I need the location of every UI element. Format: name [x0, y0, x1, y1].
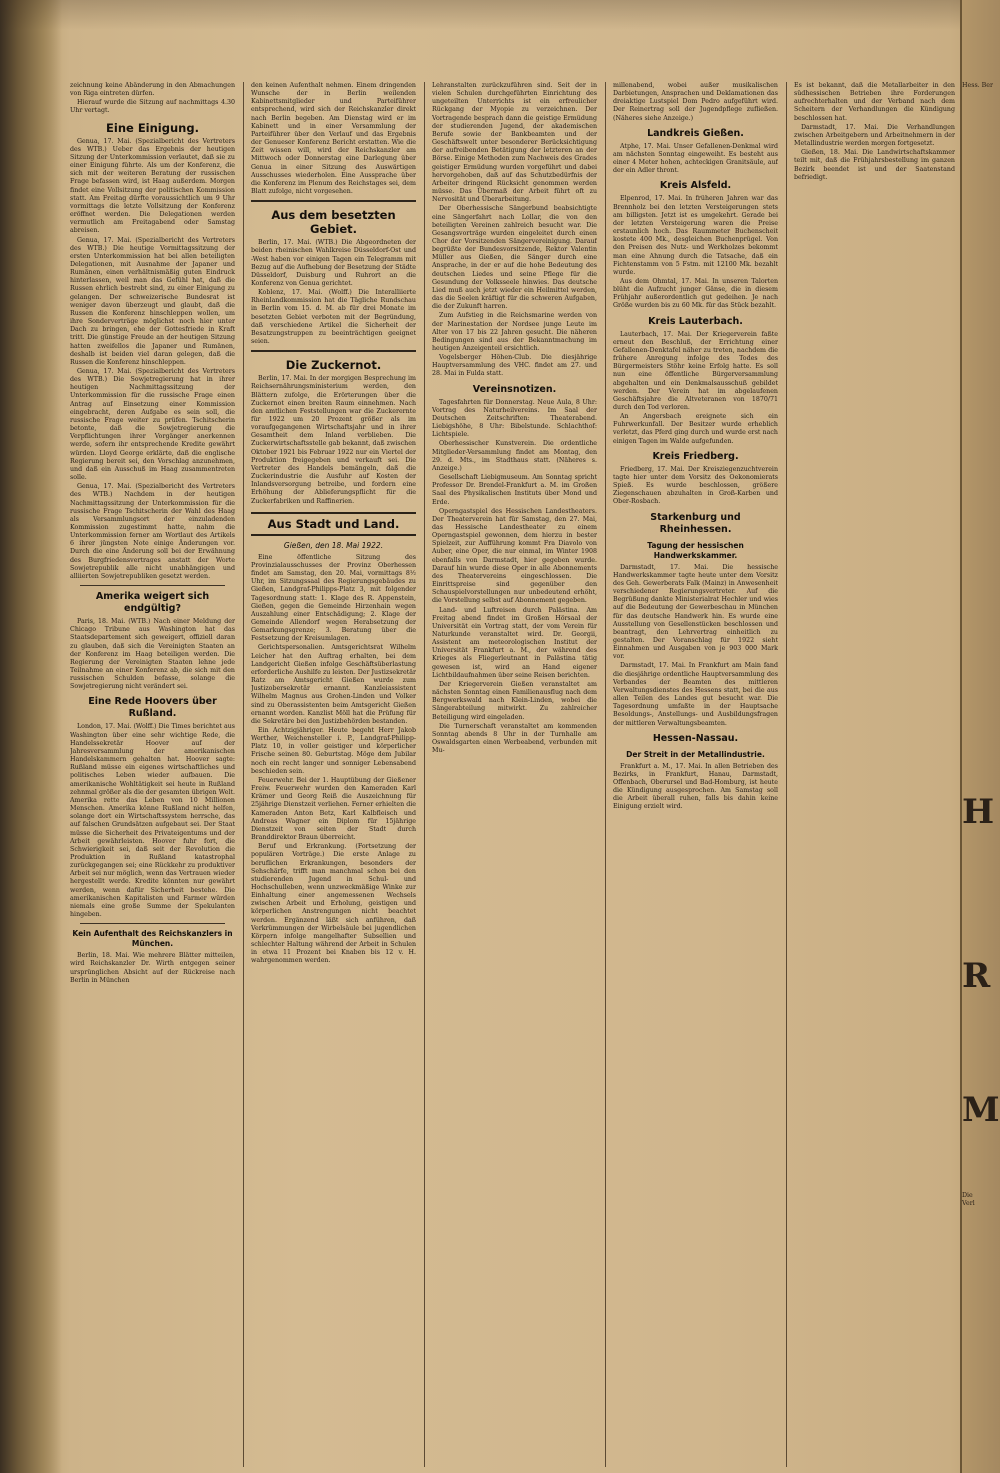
article-text: Gesellschaft Liebigmuseum. Am Sonntag spricht Professor Dr. Brendel-Frankfurt a. M. im Großen Saal des Physikalischen Instituts über Mond und Erde.: [432, 474, 597, 506]
article-text: Land- und Luftreisen durch Palästina. Am Freitag abend findet im Großen Hörsaal der Universität ein Vortrag statt, der vom Verein für Naturkunde veranstaltet wird. Dr. Georgii, Assistent am meteorologischen Institut der Universität Frankfurt a. M., der während des Krieges als Fliegerleutnant in Palästina tätig gewesen ist, wird an Hand eigener Lichtbildaufnahmen über seine Reisen berichten.: [432, 606, 597, 679]
article-text: Genua, 17. Mai. (Spezialbericht des Vertreters des WTB.) Die heutige Vormittagssitzung der ersten Unterkommission hat bei allen beteiligten Delegationen, mit Ausnahme der Japaner und Rumänen, einen verhältnismäßig guten Eindruck hinterlassen, weil man das Gefühl hat, daß die Russen ehrlich bestrebt sind, zu einer Einigung zu gelangen. Der schweizerische Bundesrat ist weniger davon überzeugt und glaubt, daß die Russen die Konferenz hinschleppen wollen, um ihre Sonderverträge möglichst noch hier unter Dach zu bringen, ehe der Gottesfriede in Kraft tritt. Die günstige Freude an der heutigen Sitzung hatten zweifellos die Japaner und Rumänen, deshalb ist beiden viel daran gelegen, daß die Russen die Konferenz hinschleppen.: [70, 236, 235, 366]
column-rule: [243, 82, 244, 1467]
headline: Landkreis Gießen.: [647, 127, 744, 139]
column-5: [794, 82, 955, 1467]
article-text: Aus dem Ohmtal, 17. Mai. In unseren Talorten blüht die Aufzucht junger Gänse, die in diesem Frühjahr außerordentlich gut gedeihen. Je nach Größe wurden bis zu 60 Mk. für das Stück bezahlt.: [613, 277, 778, 310]
subheadline: Tagung der hessischen Handwerkskammer.: [647, 540, 744, 560]
headline: Kreis Alsfeld.: [659, 180, 732, 192]
article-text: Genua, 17. Mai. (Spezialbericht des Vertreters des WTB.) Ueber das Ergebnis der heutigen Sitzung der Unterkommission verlautet, daß sie zu einer Einigung führte. Als um der Konferenz, die sich mit der weiteren Beratung der russischen Frage befassen wird, ist Haag außerdem. Morgen findet eine Vollsitzung der politischen Kommission statt. Am Freitag dürfte voraussichtlich um 9 Uhr vormittags die letzte Vollsitzung der Konferenz eröffnet werden. Die Delegationen werden vermutlich am Freitagabend oder Samstag abreisen.: [70, 137, 235, 235]
article-text: Darmstadt, 17. Mai. Die Verhandlungen zwischen Arbeitgebern und Arbeitnehmern in der Metallindustrie werden morgen fortgesetzt.: [794, 123, 955, 148]
article-text: Atphe, 17. Mai. Unser Gefallenen-Denkmal wird am nächsten Sonntag eingeweiht. Es besteht aus einer 4 Meter hohen, achteckigen Granitsäule, auf der ein Adler thront.: [613, 142, 778, 175]
article-text: Der Kriegerverein Gießen veranstaltet am nächsten Sonntag einen Familienausflug nach dem Bergwerkswald nach Klein-Linden, wobei die Sängerabteilung mitwirkt. Zu zahlreicher Beteiligung wird eingeladen.: [432, 680, 597, 721]
headline: Die Zuckernot.: [285, 358, 382, 373]
article-text: millenabend, wobei außer musikalischen Darbietungen, Ansprachen und Deklamationen das dreiaktige Lustspiel Dom Pedro aufgeführt wird. Der Reinertrag soll der Jugendpflege zufließen. (Näheres siehe Anzeige.): [613, 82, 778, 122]
column-4: [613, 82, 778, 1467]
edge-text: R: [962, 956, 991, 997]
edge-text: Hess. Ber: [962, 82, 994, 89]
column-2: [251, 82, 416, 1467]
book-binding-shadow: [0, 0, 62, 1473]
article-text: zeichnung keine Abänderung in den Abmachungen von Riga eintreten dürfen.: [70, 82, 235, 98]
article-text: Genua, 17. Mai. (Spezialbericht des Vertreters des WTB.) Die Sowjetregierung hat in ihrer heutigen Nachmittagssitzung der Unterkommission für die russische Frage einen Antrag auf Einsetzung einer Kommission eingebracht, deren Aufgabe es sein soll, die russische Frage weiter zu prüfen. Tschitscherin betonte, daß die Sowjetregierung die Verpflichtungen ihrer Vorgänger anerkennen werde, sofern ihr entsprechende Kredite gewährt würden. Lloyd George erklärte, daß die englische Regierung bereit sei, den Vorschlag anzunehmen, und daß ein Ausschuß im Haag zusammentreten solle.: [70, 368, 235, 482]
article-text: Berlin, 17. Mai. In der morgigen Besprechung im Reichsernährungsministerium werden, den Blättern zufolge, die Erörterungen über die Zuckernot einen breiten Raum einnehmen. Nach den amtlichen Feststellungen war die Zuckerernte für 1922 um 20 Prozent größer als im voraufgegangenen Wirtschaftsjahr und in ihrer Gesamtheit dem Inland verblieben. Die Zuckerwirtschaftsstelle gab bekannt, daß zwischen Oktober 1921 bis Februar 1922 nur ein Viertel der Produktion freigegeben und verkauft sei. Die Vertreter des Handels bemängeln, daß die Zuckerindustrie die Ausfuhr auf Kosten der Inlandsversorgung betreibe, und fordern eine Erhöhung der Ablieferungspflicht für die Zuckerfabriken und Raffinerien.: [251, 375, 416, 505]
dateline: Gießen, den 18. Mai 1922.: [283, 540, 384, 550]
edge-text: Die: [962, 1192, 973, 1200]
article-text: Hierauf wurde die Sitzung auf nachmittags 4.30 Uhr vertagt.: [70, 99, 235, 115]
headline: Kreis Lauterbach.: [648, 315, 743, 327]
headline: Kreis Friedberg.: [652, 450, 739, 462]
article-text: Die Turnerschaft veranstaltet am kommenden Sonntag abends 8 Uhr in der Turnhalle am Oswaldsgarten einen Werbeabend, verbunden mit Mu-: [432, 722, 597, 755]
article-text: Elpenrod, 17. Mai. In früheren Jahren war das Brennholz bei den letzten Versteigerungen stets am billigsten. Jetzt ist es umgekehrt. Gerade bei der letzten Versteigerung waren die Preise erstaunlich hoch. Das Raummeter Buchenscheit kostete 400 Mk., desgleichen Buchenprügel. Von den Preisen des Nutz- und Werkholzes bekommt man eine Ahnung durch die Tatsache, daß ein Fichtenstamm von 5 Fstm. mit 12100 Mk. bezahlt wurde.: [613, 195, 778, 276]
article-text: Oberhessischer Kunstverein. Die ordentliche Mitglieder-Versammlung findet am Montag, den 29. d. Mts., im Stadthaus statt. (Näheres s. Anzeige.): [432, 440, 597, 472]
article-text: Friedberg, 17. Mai. Der Kreisziegenzuchtverein tagte hier unter dem Vorsitz des Oekonomierats Spieß. Es wurde beschlossen, größere Ziegenschauen abzuhalten in Groß-Karben und Ober-Rosbach.: [613, 465, 778, 506]
article-text: Es ist bekannt, daß die Metallarbeiter in den südhessischen Betrieben ihre Forderungen aufrechterhalten und der Verband nach dem Scheitern der Verhandlungen die Kündigung beschlossen hat.: [794, 82, 955, 122]
headline: Starkenburg und Rheinhessen.: [650, 511, 741, 535]
section-title: Aus Stadt und Land.: [267, 516, 400, 531]
article-text: Ein Achtzigjähriger. Heute begeht Herr Jakob Werther, Weichensteller i. P., Landgraf-Philipp-Platz 10, in voller geistiger und körperlicher Frische seinen 80. Geburtstag. Möge dem Jubilar noch ein recht langer und sonniger Lebensabend beschieden sein.: [251, 727, 416, 775]
column-rule: [424, 82, 425, 1467]
section-header: [251, 512, 416, 536]
article-text: Darmstadt, 17. Mai. In Frankfurt am Main fand die diesjährige ordentliche Hauptversammlung des Verbandes der Beamten des mittleren Verwaltungsdienstes des Hessens statt, bei die aus allen Teilen des Landes gut besucht war. Die Tagesordnung umfaßte in der Hauptsache Besoldungs-, Anstellungs- und Ausbildungsfragen der mittleren Verwaltungsbeamten.: [613, 662, 778, 727]
article-text: Tagesfahrten für Donnerstag. Neue Aula, 8 Uhr: Vortrag des Naturheilvereins. Im Saal der Deutschen Zeitschriften: Theaterabend. Liebigshöhe, 8 Uhr: Bibelstunde. Schlachthof: Lichtspiele.: [432, 398, 597, 439]
article-text: Genua, 17. Mai. (Spezialbericht des Vertreters des WTB.) Nachdem in der heutigen Nachmittagssitzung der Unterkommission für die russische Frage Tschitscherin der Wahl des Haag als Versammlungsort der einzuladenden Kommission zugestimmt hatte, nahm die Unterkommission ferner am Wortlaut des Artikels 6 ihrer jüngsten Note einige Änderungen vor. Durch die eine Änderung soll bei der Erwähnung des Burgfriedensvertrages anstatt der Worte Sowjetrepublik alle nicht unabhängigen und alliierten Sowjetrepubliken gesetzt werden.: [70, 483, 235, 580]
subheadline: Der Streit in der Metallindustrie.: [626, 749, 765, 759]
headline: Vereinsnotizen.: [472, 383, 557, 395]
divider: [251, 200, 416, 202]
article-text: Gerichtspersonalien. Amtsgerichtsrat Wilhelm Leicher hat den Auftrag erhalten, bei dem Landgericht Gießen infolge Geschäftsüberlastung erforderliche Aushilfe zu leisten. Der Justizsekretär Ratz am Amtsgericht Gießen wurde zum Justizobersekretär ernannt. Kanzleiassistent Wilhelm Magnus aus Grohen-Linden und Volker sind zu Oberassistenten beim Amtsgericht Gießen ernannt worden. Kanzlist Möll hat die Prüfung für die Sekretäre bei den Justizbehörden bestanden.: [251, 644, 416, 725]
edge-text: H: [962, 792, 995, 833]
edge-text: Verl: [962, 1200, 975, 1208]
newspaper-page: [70, 82, 955, 1467]
article-text: Lehranstalten zurückzuführen sind. Seit der in vielen Schulen durchgeführten Einrichtung des ungeteilten Unterrichts ist ein erfreulicher Rückgang der Myopie zu verzeichnen. Der Vortragende besprach dann die geistige Ermüdung der studierenden Jugend, der akademischen Berufe sowie der Bankbeamten und der Geschäftswelt unter besonderer Berücksichtigung der aufreibenden Betätigung der letzteren an der Börse. Einige Methoden zum Nachweis des Grades geistiger Ermüdung wurden vorgeführt und dabei hervorgehoben, daß auf das Schutzbedürfnis der Arbeiter dringend Rücksicht genommen werden müsse. Das Übermaß der Arbeit führt oft zu Nervosität und Überarbeitung.: [432, 82, 597, 204]
article-text: Berlin, 18. Mai. Wie mehrere Blätter mitteilen, wird Reichskanzler Dr. Wirth entgegen seiner ursprünglichen Absicht auf der Rückreise nach Berlin in München: [70, 952, 235, 984]
article-text: Gießen, 18. Mai. Die Landwirtschaftskammer teilt mit, daß die Frühjahrsbestellung im ganzen Bezirk beendet ist und der Saatenstand befriedigt.: [794, 149, 955, 181]
column-rule: [605, 82, 606, 1467]
headline: Amerika weigert sich endgültig?: [95, 591, 210, 615]
headline: Kein Aufenthalt des Reichskanzlers in München.: [72, 929, 233, 949]
headline: Eine Rede Hoovers über Rußland.: [88, 696, 217, 720]
facing-page-strip: [962, 82, 1000, 1467]
article-text: Eine öffentliche Sitzung des Provinzialausschusses der Provinz Oberhessen findet am Samstag, den 20. Mai, vormittags 8½ Uhr, im Sitzungssaal des Regierungsgebäudes zu Gießen, Landgraf-Philipps-Platz 3, mit folgender Tagesordnung statt: 1. Klage des R. Appenstein, Gießen, gegen die Gemeinde Hirzenhain wegen Auszahlung einer Entschädigung; 2. Klage der Gemeinde Allendorf wegen Herabsetzung der Gemarkungsgrenze; 3. Beratung über die Festsetzung der Kreisumlagen.: [251, 553, 416, 643]
article-text: Darmstadt, 17. Mai. Die hessische Handwerkskammer tagte heute unter dem Vorsitz des Geh. Gewerberats Falk (Mainz) in Anwesenheit verschiedener Regierungsvertreter. Auf die Begrüßung dankte Ministerialrat Hechler und wies auf die Bedeutung der Gewerbeschau in München für das deutsche Handwerk hin. Es wurde eine Ausstellung von Gesellenstücken beschlossen und beantragt, den Lehrvertrag einheitlich zu gestalten. Der Voranschlag für 1922 sieht Einnahmen und Ausgaben von je 903 000 Mark vor.: [613, 563, 778, 661]
headline: Eine Einigung.: [106, 120, 199, 135]
edge-text: M: [962, 1090, 1000, 1131]
article-text: Zum Aufstieg in die Reichsmarine werden von der Marinestation der Nordsee junge Leute im Alter von 17 bis 22 Jahren gesucht. Die näheren Bedingungen sind aus der Bekanntmachung im heutigen Anzeigenteil ersichtlich.: [432, 312, 597, 352]
divider: [80, 923, 225, 924]
column-3: [432, 82, 597, 1467]
article-text: Frankfurt a. M., 17. Mai. In allen Betrieben des Bezirks, in Frankfurt, Hanau, Darmstadt, Offenbach, Oberursel und Bad-Homburg, ist heute die Kündigung ausgesprochen. Am Samstag soll die Arbeit überall ruhen, falls bis dahin keine Einigung erzielt wird.: [613, 762, 778, 811]
article-text: Operngastspiel des Hessischen Landestheaters. Der Theaterverein hat für Samstag, den 27. Mai, das Hessische Landestheater zu einem Operngastspiel gewonnen, dem hierzu in bester Spielzeit, zur Aufführung kommt Fra Diavolo von Auber, eine Oper, die nur einmal, im Winter 1908 ebenfalls von Darmstadt, hier gegeben wurde. Darauf hin wurde diese Oper in alle Abonnements des Theatervereins eingeschlossen. Die Einrittspreise sind gegenüber den Schauspielvorstellungen nur unbedeutend erhöht, die Vorstellung selbst auf Abonnement gegeben.: [432, 507, 597, 605]
divider: [80, 585, 225, 586]
article-text: Der Oberhessische Sängerbund beabsichtigte eine Sängerfahrt nach Lollar, die von den beteiligten Vereinen zahlreich besucht war. Die Gesangsvorträge wurden eingeleitet durch einen Chor der Vorsitzenden Sängervereinigung. Darauf begrüßte der Bundesvorsitzende, Rektor Valentin Müller aus Gießen, die Sänger durch eine Ansprache, in der er auf die hohe Bedeutung des deutschen Liedes und seine Pflege für die Gesundung der Volksseele hinwies. Das deutsche Lied muß auch jetzt wieder ein Heilmittel werden, das die Seelen kräftigt für die schweren Aufgaben, die der Zukunft harren.: [432, 205, 597, 311]
article-text: Vogelsberger Höhen-Club. Die diesjährige Hauptversammlung des VHC. findet am 27. und 28. Mai in Fulda statt.: [432, 354, 597, 378]
article-text: Koblenz, 17. Mai. (Wolff.) Die Interalliierte Rheinlandkommission hat die Tägliche Rundschau in Berlin vom 15. d. M. ab für drei Monate im besetzten Gebiet verboten mit der Begründung, daß verschiedene Artikel die Sicherheit der Besatzungstruppen zu beeinträchtigen geeignet seien.: [251, 289, 416, 346]
headline: Hessen-Nassau.: [652, 732, 739, 744]
divider: [251, 350, 416, 352]
article-text: den keinen Aufenthalt nehmen. Einem dringenden Wunsche der in Berlin weilenden Kabinettsmitglieder und Parteiführer entsprechend, wird sich der Reichskanzler direkt nach Berlin begeben. Am Dienstag wird er im Kabinett und in einer Versammlung der Parteiführer über den Verlauf und das Ergebnis der Genueser Konferenz Bericht erstatten. Wie die Zeit wissen will, wird der Reichskanzler am Mittwoch oder Donnerstag eine Darlegung über Genua in einer Sitzung des Auswärtigen Ausschusses wiederholen. Eine Aussprache über die Konferenz im Plenum des Reichstages sei, dem Blatt zufolge, nicht vorgesehen.: [251, 82, 416, 196]
article-text: An Angersbach ereignete sich ein Fuhrwerkunfall. Der Besitzer wurde erheblich verletzt, das Pferd ging durch und wurde erst nach einigen Tagen im Walde aufgefunden.: [613, 413, 778, 445]
column-rule: [786, 82, 787, 1467]
article-text: Feuerwehr. Bei der 1. Hauptübung der Gießener Freiw. Feuerwehr wurden den Kameraden Karl Krämer und Georg Reiß die Auszeichnung für 25jährige Dienstzeit verliehen. Ferner erhielten die Kameraden Anton Betz, Karl Kalbfleisch und Andreas Wagner ein Diplom für 15jährige Dienstzeit von seiten der Stadt durch Branddirektor Braun überreicht.: [251, 776, 416, 842]
article-text: Beruf und Erkrankung. (Fortsetzung der populären Vorträge.) Die erste Anlage zu beruflichen Erkrankungen, besonders der Sehschärfe, trifft man manchmal schon bei den studierenden Jugend in Schul- und Hochschulleben, wenn unzweckmäßige Winke zur Einhaltung einer angemessenen Wechsels zwischen Arbeit und Erholung, geistigen und körperlichen Anstrengungen nicht beachtet werden. Ergänzend läßt sich anführen, daß Verkrümmungen der Wirbelsäule bei jugendlichen Körpern infolge mangelhafter Subsellien und schlechter Haltung während der Arbeit in Schulen in etwa 11 Prozent bei Knaben bis 12 v. H. wahrgenommen werden.: [251, 843, 416, 965]
article-text: Berlin, 17. Mai. (WTB.) Die Abgeordneten der beiden rheinischen Wahlkreise Düsseldorf-Ost und -West haben vor einigen Tagen ein Telegramm mit Bezug auf die Aufhebung der Besetzung der Städte Düsseldorf, Duisburg und Ruhrort an die Konferenz von Genua gerichtet.: [251, 239, 416, 287]
column-1: [70, 82, 235, 1467]
article-text: Lauterbach, 17. Mai. Der Kriegerverein faßte erneut den Beschluß, der Errichtung einer Gefallenen-Denktafel näher zu treten, nachdem die frühere Anregung infolge des Todes des Bürgermeisters Stöhr keine Erfolg hatte. Es soll nun eine öffentliche Bürgerversammlung abgehalten und ein Denkmalsausschuß gebildet werden. Der Verein hat im abgelaufenen Geschäftsjahre die Altveteranen von 1870/71 durch den Tod verloren.: [613, 330, 778, 411]
article-text: London, 17. Mai. (Wolff.) Die Times berichtet aus Washington über eine sehr wichtige Rede, die Handelssekretär Hoover auf der Jahresversammlung der amerikanischen Handelskammern gehalten hat. Hoover sagte: Rußland müsse ein eigenes wirtschaftliches und politisches Leben wieder aufbauen. Die amerikanische Wohltätigkeit sei heute in Rußland zehnmal größer als die der gesamten übrigen Welt. Amerika rette das Leben von 10 Millionen Menschen. Amerika könne Rußland nicht helfen, solange dort ein Wirtschaftssystem herrsche, das auf falschen Grundsätzen aufgebaut sei. Der Staat müsse die Sicherheit des Privateigentums und der Arbeit gewährleisten. Hoover fuhr fort, die Schwierigkeit sei, daß seit der Revolution die Produktion in Rußland katastrophal zurückgegangen sei; eine Rückkehr zu produktiver Arbeit sei nur möglich, wenn das Vertrauen wieder hergestellt werde. Kredite könnten nur gewährt werden, wenn dafür Sicherheit bestehe. Die amerikanischen Kapitalisten und Farmer würden niemals eine große Summe der Spekulanten hingeben.: [70, 723, 235, 919]
page-top-shadow: [0, 0, 1000, 30]
article-text: Paris, 18. Mai. (WTB.) Nach einer Meldung der Chicago Tribune aus Washington hat das Staatsdepartement sich geweigert, offiziell daran zu glauben, daß sich die Vereinigten Staaten an der Konferenz im Haag beteiligen werden. Die Regierung der Vereinigten Staaten lehne jede Teilnahme an einer Konferenz ab, die sich mit den russischen Schulden befasse, solange die Sowjetregierung nicht verändert sei.: [70, 618, 235, 691]
headline: Aus dem besetzten Gebiet.: [271, 208, 396, 237]
